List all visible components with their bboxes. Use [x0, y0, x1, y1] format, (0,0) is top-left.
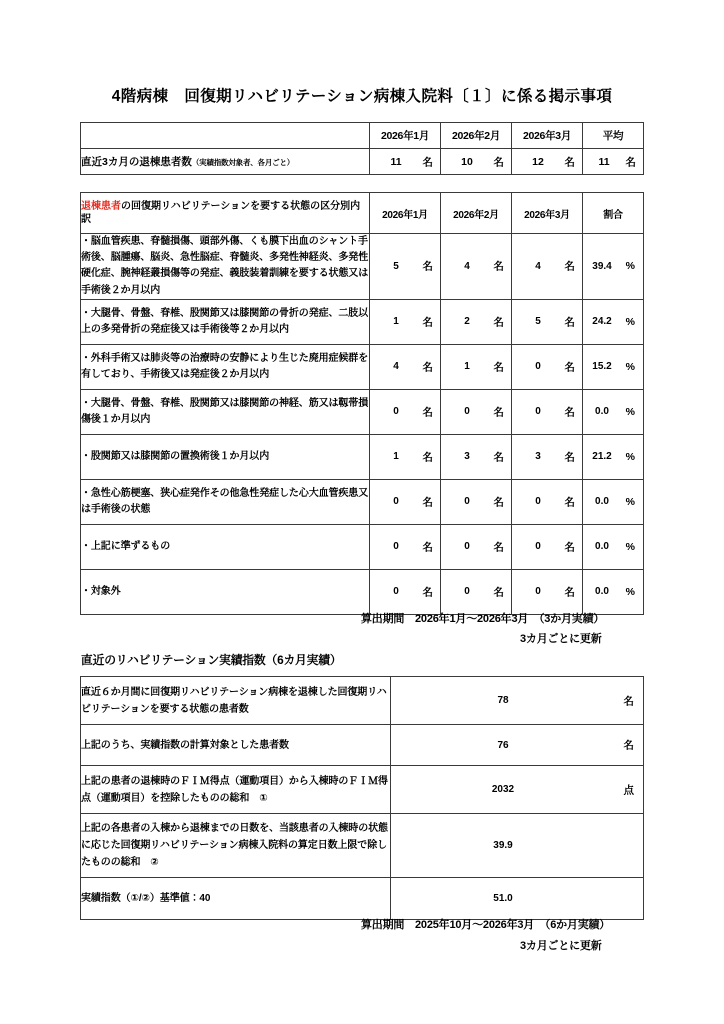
unit-text: 名 [564, 451, 575, 464]
unit-text: % [625, 540, 635, 553]
breakdown-header-highlight: 退棟患者 [81, 200, 121, 212]
table-row [81, 344, 644, 389]
category-count-month-3 [512, 299, 583, 344]
table-row [81, 434, 644, 479]
category-count-month-1 [370, 434, 441, 479]
value-text: 3 [464, 451, 470, 463]
category-count-month-3 [512, 389, 583, 434]
footnote-update-frequency-1: 3カ月ごとに更新 [520, 633, 602, 645]
category-description: ・外科手術又は肺炎等の治療時の安静により生じた廃用症候群を有しており、手術後又は発症後２か月以内 [81, 344, 370, 389]
value-text: 0 [535, 361, 541, 373]
value-text: 1 [393, 316, 399, 328]
value-text: 21.2 [592, 451, 612, 463]
category-ratio [583, 299, 644, 344]
column-header-month-1: 2026年1月 [370, 193, 441, 234]
unit-text: 名 [422, 316, 433, 329]
value-text: 1 [464, 361, 470, 373]
table-row-header [81, 193, 644, 234]
value-text: 0 [464, 541, 470, 553]
column-header-month-2: 2026年2月 [441, 193, 512, 234]
unit-text: % [625, 495, 635, 508]
category-count-month-2 [441, 569, 512, 614]
unit-text: 名 [422, 406, 433, 419]
category-count-month-1 [370, 299, 441, 344]
footnote-calculation-period-2: 算出期間 2025年10月〜2026年3月 （6か月実績） [361, 919, 611, 931]
value-text: 39.4 [592, 260, 612, 272]
discharge-value-average [583, 149, 644, 175]
category-count-month-3 [512, 569, 583, 614]
index-value [391, 725, 644, 766]
index-description: 上記の各患者の入棟から退棟までの日数を、当該患者の入棟時の状態に応じた回復期リハビリテーション病棟入院料の算定日数上限で除したものの総和 ② [81, 814, 391, 878]
breakdown-header-label [81, 193, 370, 234]
unit-text: 名 [422, 496, 433, 509]
category-description: ・大腿骨、骨盤、脊椎、股関節又は膝関節の神経、筋又は靱帯損傷後１か月以内 [81, 389, 370, 434]
index-description: 直近６か月間に回復期リハビリテーション病棟を退棟した回復期リハビリテーションを要する状態の患者数 [81, 677, 391, 725]
unit-text: 名 [623, 695, 634, 707]
value-text: 0.0 [595, 586, 609, 598]
category-count-month-3 [512, 479, 583, 524]
unit-text: 点 [623, 784, 634, 796]
unit-text: 名 [564, 586, 575, 599]
category-description: ・対象外 [81, 569, 370, 614]
value-text: 5 [535, 316, 541, 328]
category-count-month-3 [512, 344, 583, 389]
unit-text: 名 [564, 541, 575, 554]
index-value [391, 766, 644, 814]
table-row [81, 524, 644, 569]
value-text: 0.0 [595, 406, 609, 418]
unit-text: 名 [564, 260, 575, 273]
category-ratio [583, 389, 644, 434]
category-description: ・上記に準ずるもの [81, 524, 370, 569]
rehab-index-table [80, 676, 644, 920]
unit-text: 名 [493, 586, 504, 599]
category-count-month-3 [512, 524, 583, 569]
value-text: 0 [535, 496, 541, 508]
index-value [391, 677, 644, 725]
unit-text: 名 [623, 739, 634, 752]
category-count-month-3 [512, 434, 583, 479]
category-count-month-2 [441, 344, 512, 389]
category-description: ・脳血管疾患、脊髄損傷、頭部外傷、くも膜下出血のシャント手術後、脳腫瘍、脳炎、急性脳症、脊髄炎、多発性神経炎、多発性硬化症、腕神経叢損傷等の発症、義肢装着訓練を要する状態又は手術後２か月以内 [81, 234, 370, 300]
discharge-value-month-3 [512, 149, 583, 175]
category-count-month-1 [370, 569, 441, 614]
unit-text: 名 [422, 361, 433, 374]
footnote-update-frequency-2: 3カ月ごとに更新 [520, 940, 602, 952]
value-text: 0 [393, 541, 399, 553]
footnote-calculation-period-1: 算出期間 2026年1月〜2026年3月 （3か月実績） [361, 613, 605, 625]
category-description: ・急性心筋梗塞、狭心症発作その他急性発症した心大血管疾患又は手術後の状態 [81, 479, 370, 524]
value-text: 12 [532, 155, 544, 168]
table-row [81, 149, 644, 175]
index-description: 実績指数（①/②）基準値：40 [81, 878, 391, 920]
unit-text: 名 [493, 316, 504, 329]
category-ratio [583, 524, 644, 569]
table-row [81, 766, 644, 814]
unit-text: 名 [493, 361, 504, 374]
category-ratio [583, 344, 644, 389]
value-text: 4 [535, 260, 541, 272]
unit-text: 名 [422, 156, 433, 168]
table-row [81, 677, 644, 725]
category-count-month-1 [370, 234, 441, 300]
index-value [391, 814, 644, 878]
value-text: 0 [464, 496, 470, 508]
value-text: 10 [461, 155, 473, 168]
category-breakdown-table [80, 192, 644, 615]
category-description: ・大腿骨、骨盤、脊椎、股関節又は膝関節の骨折の発症、二肢以上の多発骨折の発症後又は手術後等２か月以内 [81, 299, 370, 344]
value-text: 0 [464, 406, 470, 418]
value-text: 0 [393, 406, 399, 418]
table-row [81, 878, 644, 920]
category-count-month-1 [370, 344, 441, 389]
column-header-month-2: 2026年2月 [441, 123, 512, 149]
unit-text: % [625, 260, 635, 273]
value-text: 4 [393, 361, 399, 373]
unit-text: 名 [564, 496, 575, 509]
category-count-month-1 [370, 389, 441, 434]
discharge-row-label [81, 149, 370, 175]
value-text: 24.2 [592, 316, 612, 328]
value-text: 0 [393, 496, 399, 508]
value-text: 2032 [491, 784, 515, 795]
column-header-month-1: 2026年1月 [370, 123, 441, 149]
unit-text: 名 [493, 156, 504, 168]
table-row [81, 299, 644, 344]
table-row [81, 389, 644, 434]
unit-text: 名 [564, 316, 575, 329]
value-text: 51.0 [493, 893, 513, 904]
page-title: 4階病棟 回復期リハビリテーション病棟入院料〔１〕に係る掲示事項 [111, 88, 613, 105]
breakdown-header-rest: の回復期リハビリテーションを要する状態の区分別内訳 [81, 200, 361, 225]
table-row [81, 814, 644, 878]
index-value [391, 878, 644, 920]
category-count-month-3 [512, 234, 583, 300]
category-ratio [583, 434, 644, 479]
value-text: 11 [598, 155, 610, 168]
unit-text: 名 [493, 496, 504, 509]
category-ratio [583, 479, 644, 524]
unit-text: 名 [422, 260, 433, 273]
value-text: 0.0 [595, 496, 609, 508]
value-text: 3 [535, 451, 541, 463]
unit-text: % [625, 585, 635, 598]
table-row [81, 569, 644, 614]
unit-text: 名 [493, 451, 504, 464]
discharge-row-label-main: 直近3カ月の退棟患者数 [81, 156, 192, 168]
unit-text: 名 [422, 451, 433, 464]
category-count-month-2 [441, 234, 512, 300]
category-count-month-2 [441, 524, 512, 569]
unit-text: 名 [493, 541, 504, 554]
column-header-month-3: 2026年3月 [512, 123, 583, 149]
value-text: 0 [464, 586, 470, 598]
discharge-value-month-1 [370, 149, 441, 175]
column-header-ratio: 割合 [583, 193, 644, 234]
index-description: 上記のうち、実績指数の計算対象とした患者数 [81, 725, 391, 766]
column-header-month-3: 2026年3月 [512, 193, 583, 234]
value-text: 78 [497, 695, 509, 706]
unit-text: 名 [625, 156, 636, 168]
unit-text: 名 [493, 406, 504, 419]
table-row [81, 725, 644, 766]
category-count-month-2 [441, 389, 512, 434]
value-text: 0 [393, 586, 399, 598]
value-text: 1 [393, 451, 399, 463]
value-text: 0 [535, 586, 541, 598]
section-heading-rehab-index: 直近のリハビリテーション実績指数（6カ月実績） [81, 653, 342, 667]
category-description: ・股関節又は膝関節の置換術後１か月以内 [81, 434, 370, 479]
table-row [81, 479, 644, 524]
category-count-month-2 [441, 479, 512, 524]
value-text: 0.0 [595, 541, 609, 553]
value-text: 39.9 [493, 840, 513, 851]
unit-text: 名 [564, 156, 575, 168]
category-count-month-2 [441, 434, 512, 479]
value-text: 2 [464, 316, 470, 328]
category-ratio [583, 569, 644, 614]
empty-corner-cell [81, 123, 370, 149]
unit-text: 名 [422, 586, 433, 599]
discharge-row-label-note: （実績指数対象者、各月ごと） [191, 158, 295, 167]
unit-text: 名 [493, 260, 504, 273]
unit-text: % [625, 405, 635, 418]
value-text: 76 [497, 739, 509, 751]
table-row [81, 234, 644, 300]
unit-text: 名 [422, 541, 433, 554]
category-ratio [583, 234, 644, 300]
category-count-month-2 [441, 299, 512, 344]
unit-text: 名 [564, 406, 575, 419]
value-text: 4 [464, 260, 470, 272]
unit-text: % [625, 360, 635, 373]
value-text: 11 [390, 155, 402, 168]
unit-text: 名 [564, 361, 575, 374]
discharge-count-table [80, 122, 644, 175]
value-text: 5 [393, 260, 399, 272]
value-text: 0 [535, 406, 541, 418]
category-count-month-1 [370, 479, 441, 524]
unit-text: % [625, 450, 635, 463]
value-text: 0 [535, 541, 541, 553]
unit-text: % [625, 315, 635, 328]
category-count-month-1 [370, 524, 441, 569]
value-text: 15.2 [592, 361, 612, 373]
column-header-average: 平均 [583, 123, 644, 149]
discharge-value-month-2 [441, 149, 512, 175]
index-description: 上記の患者の退棟時のＦＩＭ得点（運動項目）から入棟時のＦＩＭ得点（運動項目）を控除したものの総和 ① [81, 766, 391, 814]
table-row-header [81, 123, 644, 149]
